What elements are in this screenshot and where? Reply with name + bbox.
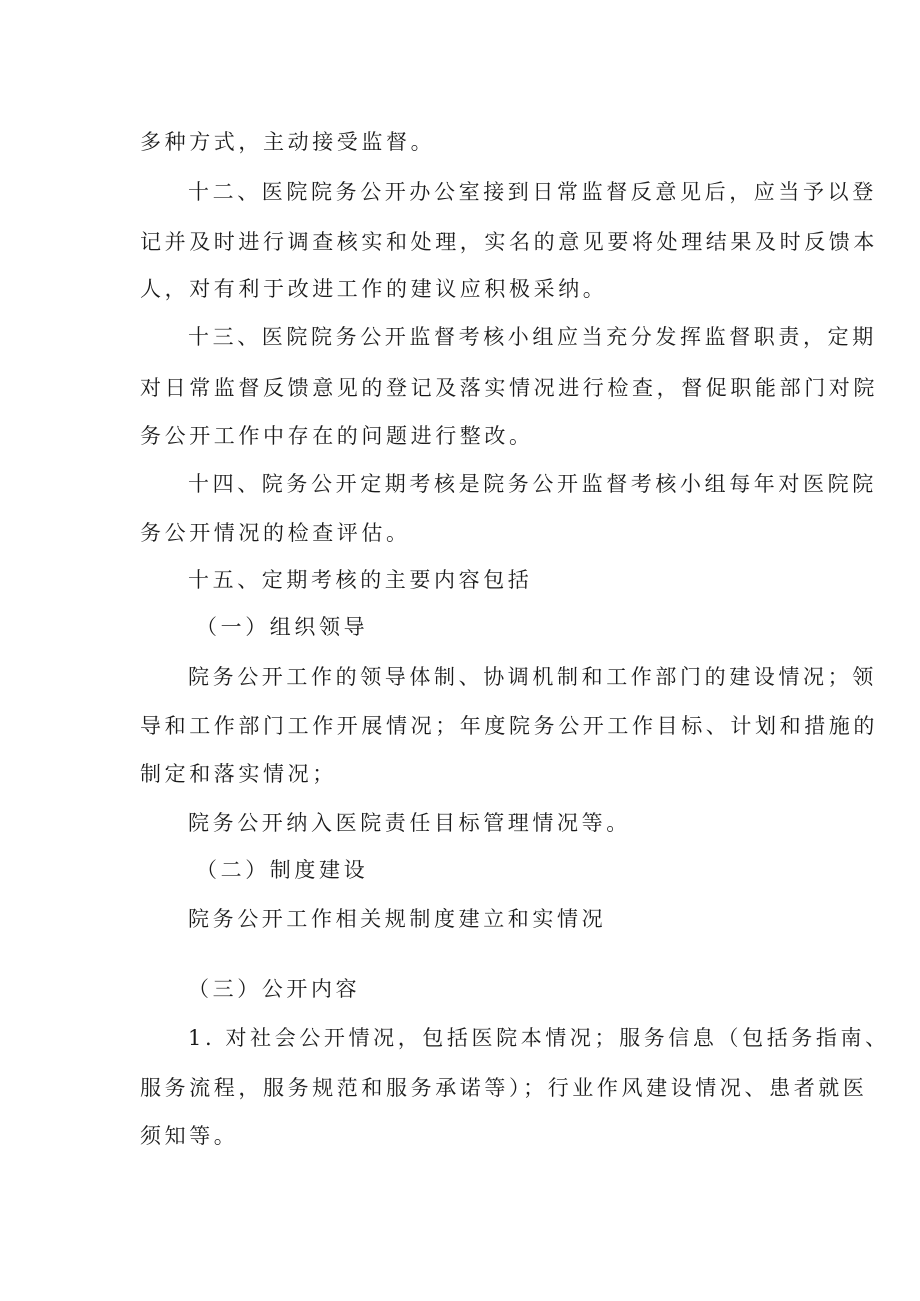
text-line: 制定和落实情况； xyxy=(140,762,337,786)
section-heading: （二）制度建设 xyxy=(196,858,369,882)
text-line: 服务流程，服务规范和服务承诺等）；行业作风建设情况、患者就医 xyxy=(140,1076,868,1100)
text-line: 院务公开纳入医院责任目标管理情况等。 xyxy=(188,811,631,835)
text-line: 十五、定期考核的主要内容包括 xyxy=(188,568,533,592)
text-line: 须知等。 xyxy=(140,1124,239,1148)
text-line: 十三、医院院务公开监督考核小组应当充分发挥监督职责，定期 xyxy=(188,325,877,349)
text-line: 务公开情况的检查评估。 xyxy=(140,521,411,545)
text-line: 1. 对社会公开情况，包括医院本情况；服务信息（包括务指南、 xyxy=(188,1026,890,1050)
section-heading: （一）组织领导 xyxy=(196,615,369,639)
section-heading: （三）公开内容 xyxy=(188,977,361,1001)
text-line: 导和工作部门工作开展情况；年度院务公开工作目标、计划和措施的 xyxy=(140,714,878,738)
text-line: 十二、医院院务公开办公室接到日常监督反意见后，应当予以登 xyxy=(188,180,877,204)
text-line: 多种方式，主动接受监督。 xyxy=(140,130,436,154)
text-line: 记并及时进行调查核实和处理，实名的意见要将处理结果及时反馈本 xyxy=(140,230,878,254)
text-line: 人，对有利于改进工作的建议应积极采纳。 xyxy=(140,277,608,301)
text-line: 院务公开工作相关规制度建立和实情况 xyxy=(188,907,607,931)
text-line: 务公开工作中存在的问题进行整改。 xyxy=(140,424,534,448)
text-line: 对日常监督反馈意见的登记及落实情况进行检查，督促职能部门对院 xyxy=(140,376,878,400)
text-line: 十四、院务公开定期考核是院务公开监督考核小组每年对医院院 xyxy=(188,472,877,496)
text-line: 院务公开工作的领导体制、协调机制和工作部门的建设情况；领 xyxy=(188,665,877,689)
